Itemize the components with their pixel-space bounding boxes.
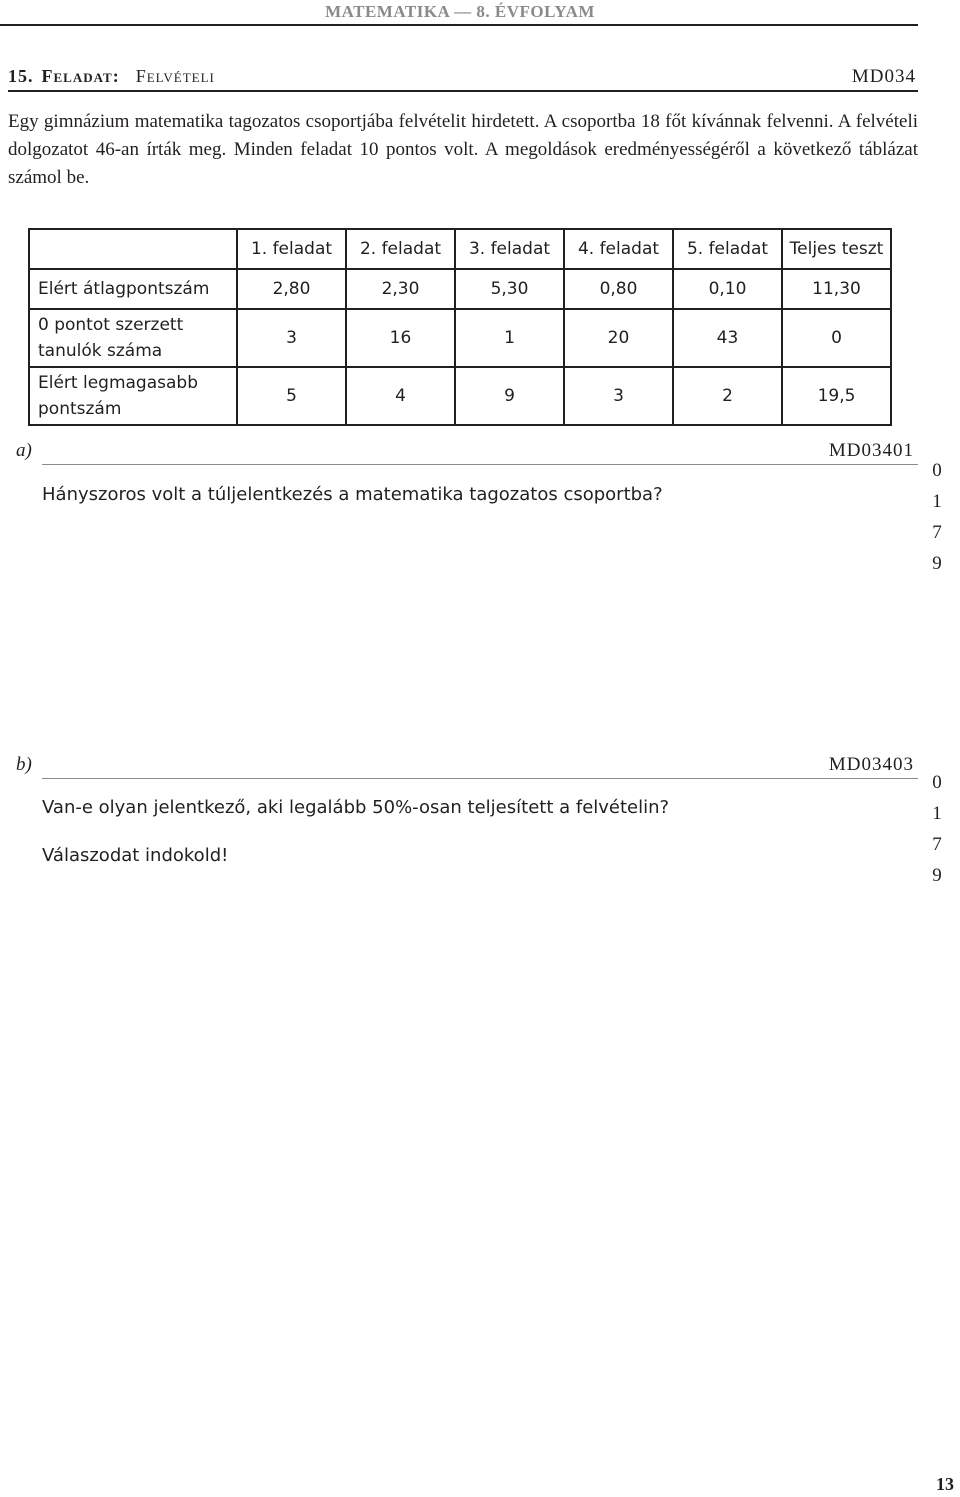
table-cell: 4 [346,367,455,425]
column-header: 4. feladat [564,229,673,269]
part-b-label: b) [16,754,32,775]
table-cell: 3 [564,367,673,425]
table-cell: 5,30 [455,269,564,309]
score-option: 7 [932,834,942,855]
column-header: 5. feladat [673,229,782,269]
table-row [29,367,891,425]
table-row [29,309,891,367]
table-cell: 19,5 [782,367,891,425]
table-cell: 2,30 [346,269,455,309]
score-option: 7 [932,522,942,543]
table-cell: 11,30 [782,269,891,309]
task-code: MD034 [851,66,916,87]
table-cell: 2,80 [237,269,346,309]
score-option: 9 [932,865,942,886]
header-rule [0,24,918,26]
table-cell: 16 [346,309,455,367]
part-b-score-box [925,767,949,891]
page-number: 13 [936,1474,954,1494]
table-cell: 1 [455,309,564,367]
part-b-instruction: Válaszodat indokold! [42,845,229,866]
part-a-label: a) [16,440,32,461]
part-b-question: Van-e olyan jelentkező, aki legalább 50%-osan teljesített a felvételin? [42,797,670,818]
column-header: 3. feladat [455,229,564,269]
results-table [28,228,892,426]
table-cell: 0,10 [673,269,782,309]
table-corner-cell [29,229,237,269]
table-cell: 9 [455,367,564,425]
table-cell: 3 [237,309,346,367]
running-header: MATEMATIKA — 8. ÉVFOLYAM [325,2,595,21]
row-label: 0 pontot szerzett tanulók száma [29,309,237,367]
table-row [29,269,891,309]
table-cell: 20 [564,309,673,367]
part-a-score-box [925,455,949,579]
part-a-question: Hányszoros volt a túljelentkezés a matematika tagozatos csoportba? [42,484,663,505]
score-option: 1 [932,491,942,512]
score-option: 0 [932,772,942,793]
table-cell: 2 [673,367,782,425]
task-subtitle: Felvételi [135,66,215,86]
task-number: 15. [8,66,34,86]
table-header-row [29,229,891,269]
table-cell: 43 [673,309,782,367]
row-label: Elért átlagpontszám [29,269,237,309]
score-option: 0 [932,460,942,481]
column-header: 2. feladat [346,229,455,269]
column-header: 1. feladat [237,229,346,269]
part-a-rule [42,464,918,465]
part-b-code: MD03403 [828,754,914,775]
table-cell: 0,80 [564,269,673,309]
part-a-code: MD03401 [828,440,914,461]
column-header: Teljes teszt [782,229,891,269]
task-label: Feladat: [41,66,120,86]
task-title-rule [8,90,918,92]
table-cell: 5 [237,367,346,425]
row-label: Elért legmagasabb pontszám [29,367,237,425]
part-b-rule [42,778,918,779]
task-title [8,66,215,87]
table-cell: 0 [782,309,891,367]
score-option: 9 [932,553,942,574]
task-intro: Egy gimnázium matematika tagozatos csoportjába felvételit hirdetett. A csoportba 18 főt kívánnak felvenni. A felvételi dolgozatot 46-an írták meg. Minden feladat 10 pontos volt. A megoldások eredményességéről a következő táblázat számol be. [8,111,918,188]
score-option: 1 [932,803,942,824]
